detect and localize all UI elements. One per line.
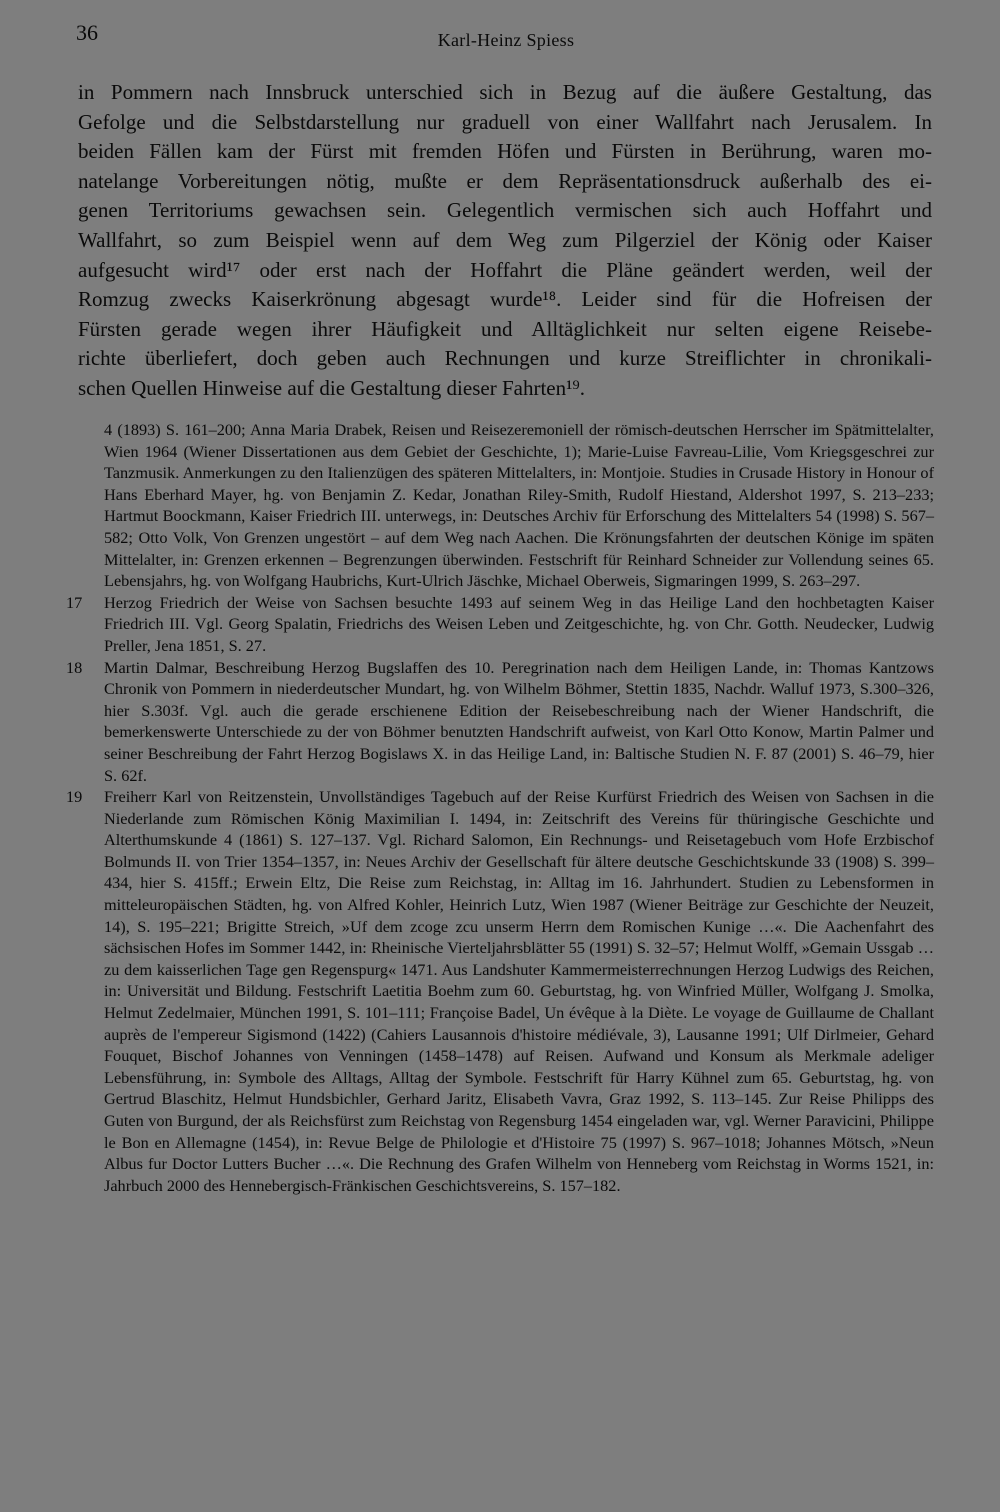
footnote-number: 18	[66, 657, 83, 677]
body-line: Wallfahrt, so zum Beispiel wenn auf dem Weg zum Pilgerziel der König oder Kaiser	[78, 227, 932, 252]
body-line: natelange Vorbereitungen nötig, mußte er dem Repräsentationsdruck außerhalb des ei-	[78, 168, 932, 193]
body-line: Fürsten gerade wegen ihrer Häufigkeit und Alltäglichkeit nur selten eigene Reisebe-	[78, 316, 932, 341]
body-line: schen Quellen Hinweise auf die Gestaltung dieser Fahrten¹⁹.	[78, 375, 585, 400]
page-header	[76, 20, 936, 60]
body-text	[78, 78, 932, 404]
footnote-continuation	[66, 419, 934, 592]
body-line: Romzug zwecks Kaiserkrönung abgesagt wurde¹⁸. Leider sind für die Hofreisen der	[78, 287, 932, 312]
footnote-text: 4 (1893) S. 161–200; Anna Maria Drabek, Reisen und Reisezeremoniell der römisch-deutschen Herrscher im Spätmittelalter, Wien 1964 (Wiener Dissertationen aus dem Gebiet der Geschichte, 1); Marie-Luise Favreau-Lilie, Vom Kriegsgeschrei zur Tanzmusik. Anmerkungen zu den Italienzügen des späteren Mittelalters, in: Montjoie. Studies in Crusade History in Honour of Hans Eberhard Mayer, hg. von Benjamin Z. Kedar, Jonathan Riley-Smith, Rudolf Hiestand, Aldershot 1997, S. 213–233; Hartmut Boockmann, Kaiser Friedrich III. unterwegs, in: Deutsches Archiv für Erforschung des Mittelalters 54 (1998) S. 567–582; Otto Volk, Von Grenzen ungestört – auf dem Weg nach Aachen. Die Krönungsfahrten der deutschen Könige im späten Mittelalter, in: Grenzen erkennen – Begrenzungen überwinden. Festschrift für Reinhard Schneider zur Vollendung seines 65. Lebensjahrs, hg. von Wolfgang Haubrichs, Kurt-Ulrich Jäschke, Michael Oberweis, Sigmaringen 1999, S. 263–297.	[104, 420, 934, 591]
footnotes	[66, 419, 934, 1196]
footnote-number: 17	[66, 592, 83, 612]
body-line: beiden Fällen kam der Fürst mit fremden Höfen und Fürsten in Berührung, waren mo-	[78, 139, 932, 164]
body-line: Gefolge und die Selbstdarstellung nur graduell von einer Wallfahrt nach Jerusalem. In	[78, 109, 932, 134]
body-line: richte überliefert, doch geben auch Rechnungen und kurze Streiflichter in chronikali-	[78, 346, 932, 371]
body-line: aufgesucht wird¹⁷ oder erst nach der Hoffahrt die Pläne geändert werden, weil der	[78, 257, 932, 282]
body-line: in Pommern nach Innsbruck unterschied sich in Bezug auf die äußere Gestaltung, das	[78, 80, 932, 104]
running-head: Karl-Heinz Spiess	[437, 30, 575, 50]
page-number: 36	[76, 20, 98, 45]
footnote-19	[66, 786, 934, 1196]
body-line: genen Territoriums gewachsen sein. Gelegentlich vermischen sich auch Hoffahrt und	[78, 198, 932, 223]
footnote-text: Freiherr Karl von Reitzenstein, Unvollständiges Tagebuch auf der Reise Kurfürst Friedrich des Weisen von Sachsen in die Niederlande zum Römischen König Maximilian I. 1494, in: Zeitschrift des Vereins für thüringische Geschichte und Alterthumskunde 4 (1861) S. 127–137. Vgl. Richard Salomon, Ein Rechnungs- und Reisetagebuch vom Hofe Erzbischof Bolmunds II. von Trier 1354–1357, in: Neues Archiv der Gesellschaft für ältere deutsche Geschichtskunde 33 (1908) S. 399–434, hier S. 415ff.; Erwein Eltz, Die Reise zum Reichstag, in: Alltag im 16. Jahrhundert. Studien zu Lebensformen in mitteleuropäischen Städten, hg. von Alfred Kohler, Heinrich Lutz, Wien 1987 (Wiener Beiträge zur Geschichte der Neuzeit, 14), S. 195–221; Brigitte Streich, »Uf dem zcoge zcu unserm Herrn dem Romischen Kunige …«. Die Aachenfahrt des sächsischen Hofes im Sommer 1442, in: Rheinische Vierteljahrsblätter 55 (1991) S. 32–57; Helmut Wolff, »Gemain Ussgab … zu dem kaisserlichen Tage gen Regenspurg« 1471. Aus Landshuter Kammermeisterrechnungen Herzog Ludwigs des Reichen, in: Universität und Bildung. Festschrift Laetitia Boehm zum 60. Geburtstag, hg. von Winfried Müller, Wolfgang J. Smolka, Helmut Zedelmaier, München 1991, S. 101–111; Françoise Badel, Un évêque à la Diète. Le voyage de Guillaume de Challant auprès de l'empereur Sigismond (1422) (Cahiers Lausannois d'histoire médiévale, 3), Lausanne 1991; Ulf Dirlmeier, Gehard Fouquet, Bischof Johannes von Venningen (1458–1478) auf Reisen. Aufwand und Konsum als Merkmale adeliger Lebensführung, in: Symbole des Alltags, Alltag der Symbole. Festschrift für Harry Kühnel zum 65. Geburtstag, hg. von Gertrud Blaschitz, Helmut Hundsbichler, Gerhard Jaritz, Elisabeth Vavra, Graz 1992, S. 113–145. Zur Reise Philipps des Guten von Burgund, der als Reichsfürst zum Reichstag von Regensburg 1454 eingeladen war, vgl. Werner Paravicini, Philippe le Bon en Allemagne (1454), in: Revue Belge de Philologie et d'Histoire 75 (1997) S. 967–1018; Johannes Mötsch, »Neun Albus fur Doctor Lutters Bucher …«. Die Rechnung des Grafen Wilhelm von Henneberg vom Reichstag in Worms 1521, in: Jahrbuch 2000 des Hennebergisch-Fränkischen Geschichtsvereins, S. 157–182.	[104, 787, 934, 1195]
footnote-number: 19	[66, 787, 83, 807]
footnote-text: Herzog Friedrich der Weise von Sachsen besuchte 1493 auf seinem Weg in das Heilige Land den hochbetagten Kaiser Friedrich III. Vgl. Georg Spalatin, Friedrichs des Weisen Leben und Zeitgeschichte, hg. von Chr. Gotth. Neudecker, Ludwig Preller, Jena 1851, S. 27.	[104, 592, 934, 655]
footnote-18	[66, 657, 934, 787]
footnote-17	[66, 592, 934, 657]
footnote-text: Martin Dalmar, Beschreibung Herzog Bugslaffen des 10. Peregrination nach dem Heiligen Lande, in: Thomas Kantzows Chronik von Pommern in niederdeutscher Mundart, hg. von Wilhelm Böhmer, Stettin 1835, Nachdr. Walluf 1973, S.300–326, hier S.303f. Vgl. auch die gerade erschienene Edition der Reisebeschreibung nach der Wiener Handschrift, die bemerkenswerte Unterschiede zu der von Böhmer benutzten Handschrift aufweist, von Karl Otto Konow, Martin Palmer und seiner Beschreibung der Fahrt Herzog Bogislaws X. in das Heilige Land, in: Baltische Studien N. F. 87 (2001) S. 46–79, hier S. 62f.	[104, 657, 934, 785]
